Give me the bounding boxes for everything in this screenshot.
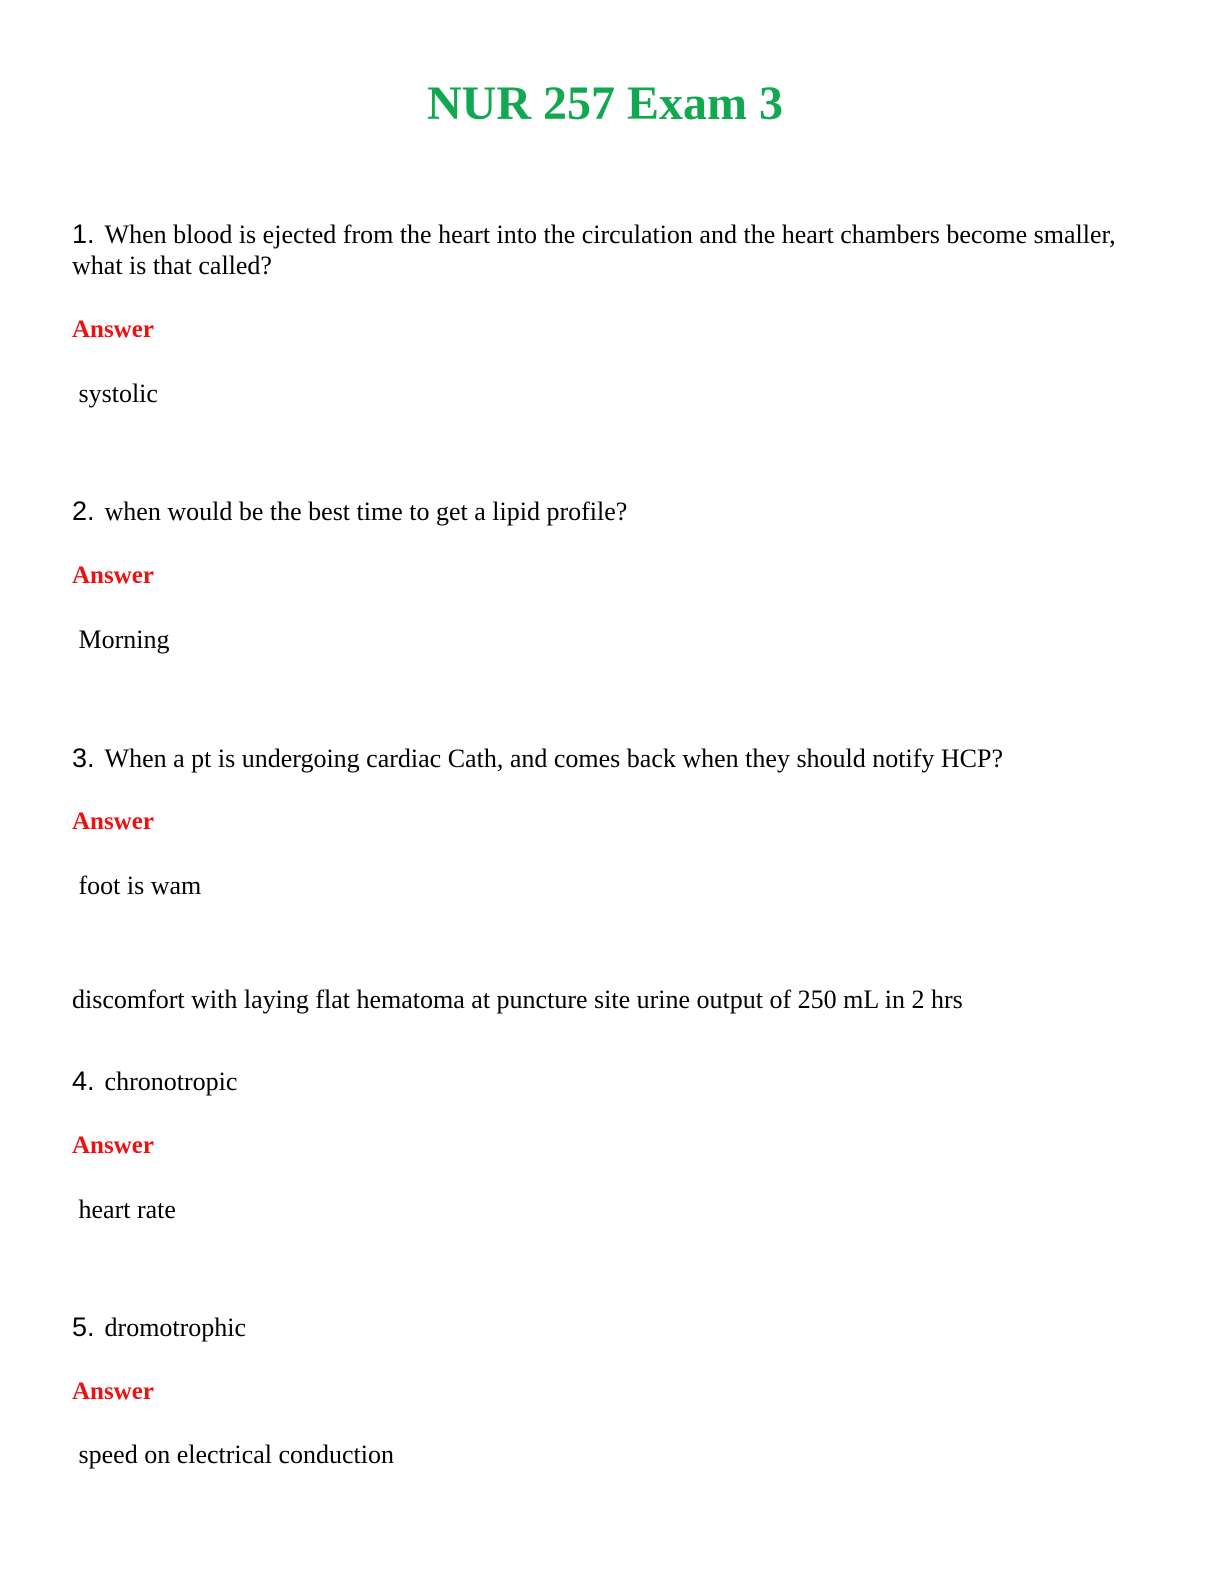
answer-text: heart rate [72,1195,176,1224]
question-number: 1. [72,219,95,249]
question-text: When blood is ejected from the heart into the circulation and the heart chambers become smaller, what is that called? [72,220,1116,280]
question-2 [72,496,1152,527]
question-number: 4. [72,1066,95,1096]
question-number: 2. [72,496,95,526]
question-1 [72,219,1152,281]
answer-label: Answer [72,808,154,835]
answer-label: Answer [72,1378,154,1405]
question-text: When a pt is undergoing cardiac Cath, and comes back when they should notify HCP? [104,744,1004,773]
question-4 [72,1066,1152,1097]
answer-label: Answer [72,316,154,343]
question-number: 3. [72,743,95,773]
question-text: when would be the best time to get a lipid profile? [104,497,628,526]
question-text: dromotrophic [104,1313,247,1342]
answer-text: speed on electrical conduction [72,1440,394,1469]
answer-text: systolic [72,379,158,408]
answer-label: Answer [72,1132,154,1159]
question-5 [72,1312,1152,1343]
answer-extra-text: discomfort with laying flat hematoma at puncture site urine output of 250 mL in 2 hrs [72,985,963,1014]
answer-text: Morning [72,625,170,654]
question-text: chronotropic [104,1067,238,1096]
question-number: 5. [72,1312,95,1342]
page-title: NUR 257 Exam 3 [427,77,783,130]
question-3 [72,743,1152,774]
answer-label: Answer [72,562,154,589]
answer-text: foot is wam [72,871,202,900]
